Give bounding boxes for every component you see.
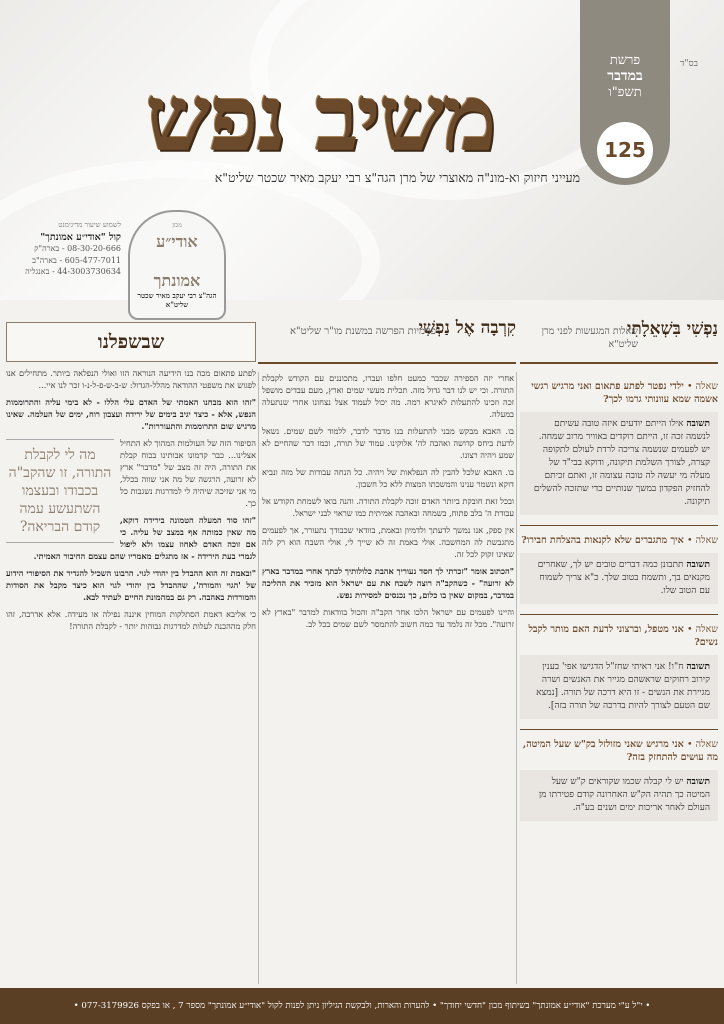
article-quote: "ובאמת זה הוא ההבדל בין יהודי לגוי. הרבונו השכיל להגדיר את הסיפורי הידוע של 'הגוי והמורה', שההבדל בין יהודי לגוי הוא כיצד מקבל את הסודות והמורדות באהבה. רק גם במהמונת החיים לעתיד לבא.	[5, 568, 256, 602]
answer-label: תשובה	[686, 419, 710, 429]
logo-line2: אמונתך	[153, 271, 201, 290]
divider	[520, 614, 718, 615]
article-quote: "הכתוב אומר "זכרתי לך חסד נעוריך אהבת כלולותיך לכתך אחרי במדבר בארץ לא זרועה" - כשהקב"ה רוצה לשבח את עם ישראל הוא מזכיר את ההליכה במדבר, במקום שאין בו כלום, כך נכנסים למסירות נפש.	[262, 566, 514, 600]
question-heading	[520, 738, 718, 764]
middle-column-header	[258, 320, 516, 364]
article-paragraph: אין ספק, אנו נמשך לדעתך ולדמיון ובאמת, בוודאי שכבודך נתעורר, אך לפעמים מתגבשת לה המחשבה. אולי באמת זה לא שייך לי, אולי השבח הוא רק לזה שאינו זקוק לכל זה.	[262, 525, 514, 559]
article-paragraph: אחרי יזה הספירה שכבר כמעט חלפו ועברו, מתכוננים עם הקודש לקבלת התורה. וכי יש לנו דבר גדול מזה. תכלית מעשי שמים וארץ, מעם עבדים מושפל זכה וזכינו להתעלות לאיגרא רמה. מה יכול לעמוד אצל נצחונו אחרי שנתעלה במעלה.	[262, 373, 514, 419]
logo-line3: הגה"צ רבי יעקב מאיר שכטר שליט"א	[137, 291, 217, 309]
column-brand-subtitle: שאלות המגעשות לפני מרן שליט"א	[541, 326, 638, 350]
answer-block	[520, 770, 718, 821]
divider	[520, 729, 718, 730]
question-tag: שאלה •	[687, 381, 718, 392]
article-paragraph: לפתע פתאום מכה בנו הידיעה הנוראה הזו ואולי הנפלאה ביותר. מתחילים אנו לפגוש את משפטי ההודאה מהלל-הגדול: ש-ב-ש-פ-ל-נ-ו זכר לנו איי...	[6, 368, 256, 390]
question-tag: שאלה •	[687, 624, 718, 635]
pull-quote: מה לי לקבלת התורה, זו שהקב"ה בכבודו ובעצמו השתעשע עמה קודם הבריאה?	[6, 439, 114, 543]
issue-number: 125	[597, 122, 653, 178]
logo-line1: אודי״ע	[156, 232, 198, 251]
answer-text: ח"ו! אני ראיתי שחז"ל הדגישו אפי' בענין קירוב רחוקים שראשהם מגייר את האנשים ושרה מגיירת את הנשים - זו היא דרכה של תורה. [נמצא שם הטעם לצורך להיות בדרכה של תורה בזה].	[536, 662, 710, 711]
phone-line[interactable]: 44-3003730634 - באנגליה	[25, 267, 121, 276]
article-column-left	[6, 322, 256, 637]
answer-text: תתבונן כמה דברים טובים יש לך, שאחרים מקנאים בך, ותשמח בטוב שלך. כ"א צריך לשמוח עם הטוב שלו.	[537, 560, 710, 596]
question-heading	[520, 623, 718, 649]
footer-bar: • י"ל ע"י מערכת "אודי״ע אמונתך" בשיתוף מכון "חדשי יחודך" • להערות והארות, ולבקשת הגיליון ניתן לפנות לקול "אודי״ע אמונתך" מספר 7 , או בפקס 077-3179926 •	[0, 988, 724, 1024]
contact-name: קול "אודי״ע אמונתך"	[40, 231, 121, 243]
qa-column	[520, 372, 718, 821]
parsha-name: במדבר	[607, 68, 643, 84]
answer-label: תשובה	[686, 777, 710, 787]
question-text: איך מתגברים שלא לקנאות בהצלחת חבירו?	[521, 535, 684, 546]
question-text: ילדי נפטר לפתע פתאום ואני מרגיש רגשי אשמה שמא עוונותי גרמו לכך?	[531, 381, 718, 405]
question-heading	[520, 534, 718, 547]
question-heading	[520, 380, 718, 406]
issue-year: תשפ"ו	[608, 85, 642, 100]
answer-label: תשובה	[686, 560, 710, 570]
question-text: אני מטפל, וברצוני לדעת האם מותר לקבל נשים?	[528, 624, 718, 648]
article-quote: "זהו הוא מבחנו האמתי של האדם עלי הללו - לא בימי עליה והתרוממות הנפש, אלא - כיצד יגיב בימים של ירידה ועצבון רוח, ימים של העלמה. שאינו מרגיש שום התרוממות והתעוררות".	[6, 397, 256, 431]
article-column-middle	[262, 372, 514, 635]
article-quote: "זהו סוד המעלה הטמונה בירידה דוקא, מה שאין כמותה אף במצב של עליה. כי אם זוכה האדם לאחוז עצמו ולא ליפול לגמרי בעת הירידה - אז מתגלים מאמריו שהם עצמם החיבור האמיתי.	[33, 515, 256, 561]
organization-logo	[128, 210, 226, 320]
column-brand-subtitle: פנימיות הפרשה במשנת מו"ר שליט"א	[290, 326, 436, 337]
answer-label: תשובה	[686, 662, 710, 672]
contact-heading: לשמוע שיעור מדיגימנט	[58, 221, 121, 229]
answer-text: אילו הייתם יודעים איזה טובה עשיתם לנשמה זכה זו, הייתם רוקדים באוויר מרוב שמחה. יש לפעמים שנשמה צריכה לרדת לעולם לתקופה קצרה, לצורך השלמת תיקונה, ודוקא בבי"ד של מעלה מי יעשה לה טובה עצומה זו, ואתם זכיתם להחזיק הפקדון במשך שנותיים כדי שתזכה להשלים תיקונה.	[533, 419, 710, 507]
answer-block	[520, 553, 718, 604]
publication-title: משיב נפש	[145, 64, 495, 172]
article-paragraph: בו. האבא מבקש מבני להתעלות בנו מדבר לדבר, ללמוד לשם שמים. נשאל לדעת ביחס קדושה ואהבה לה' אלוקינו. עמוד של תורה, וכמו דבר שהחיים לא שמע ויהיה רצונו.	[262, 426, 514, 460]
logo-small-text: מכון	[172, 222, 182, 229]
article-title: שבשפלנו	[6, 322, 256, 362]
answer-text: יש לי קבלה שכמו שקוראים ק"ש שעל המיטה כך תהיה הק"ש האחרונה קודם פטירתו מן העולם לאחר אריכות ימים ושנים בע"ה.	[538, 777, 710, 813]
column-divider	[258, 372, 259, 984]
column-brand: נַפְשִׁי בִּשְׁאֵלָתִי	[626, 319, 718, 339]
question-text: אני מרגיש שאני מזולזל בק"ש שעל המיטה, מה עושים להתחזק בזה?	[522, 739, 718, 763]
column-brand: קִרְבָה אֶל נַפְשִׁי	[418, 318, 516, 338]
article-paragraph: הסיפור הזה של העולמות המהוך לא התחיל אצלינו... כבר קדמונו אבותינו בכוח קבלת את התורה, היה זה מצב של "מדבר" ארץ לא זרועה, הרגשה של מה אני שווה בכלל, מי אני שזיכה שיהיה לי למדרגות נשגבות כל כך.	[120, 438, 256, 508]
answer-block	[520, 655, 718, 719]
question-tag: שאלה •	[687, 739, 718, 750]
article-paragraph: ובכל זאת חובקת ביותר האדם זוכה לקבלת התורה. והנה בואו לשמחת הקודש אל עבודת ה' בלב פתוח, בשמחה ובאהבה אמיתית כמו שראוי לבני ישראל.	[262, 496, 514, 518]
publication-subtitle: מעייני חיזוק וא-מונ"ה מאוצרי של מרן הגה"צ רבי יעקב מאיר שכטר שליט"א	[214, 170, 580, 185]
divider	[520, 525, 718, 526]
parsha-label: פרשת	[609, 53, 641, 68]
article-paragraph: והיינו לפעמים עם ישראל הלכו אחר הקב"ה והכול בוודאות למדבר "בארץ לא זרועה". מכל זה נלמד עד כמה חשוב להתמסר לשם שמים בכל לב.	[262, 607, 514, 629]
right-column-header	[520, 320, 718, 364]
bsd-mark: בס"ד	[680, 59, 698, 69]
article-paragraph: בו. האבא שלכל להבין לה הנפלאות של ויהיה. כל הנחה עבודות של מזה ונביא דוקא ונשמר ענינו והמשכתו המצות ללא כל חשבון.	[262, 467, 514, 489]
answer-block	[520, 412, 718, 515]
phone-line[interactable]: 605-477-7011 - בארה"ב	[32, 255, 121, 265]
issue-tab	[580, 0, 670, 185]
article-paragraph: כי אליבא דאמת הסתלקות המוחין איננה נפילה או מעידה. אלא אדרבה, זהו חלק מההכנה לעלות למדרגות גבוהות יותר - לקבלת התורה!	[6, 609, 256, 631]
question-tag: שאלה •	[687, 535, 718, 546]
column-divider	[516, 372, 517, 984]
contact-box	[6, 220, 121, 278]
phone-line[interactable]: 08-30-20-666 - בארה"ק	[34, 244, 121, 253]
